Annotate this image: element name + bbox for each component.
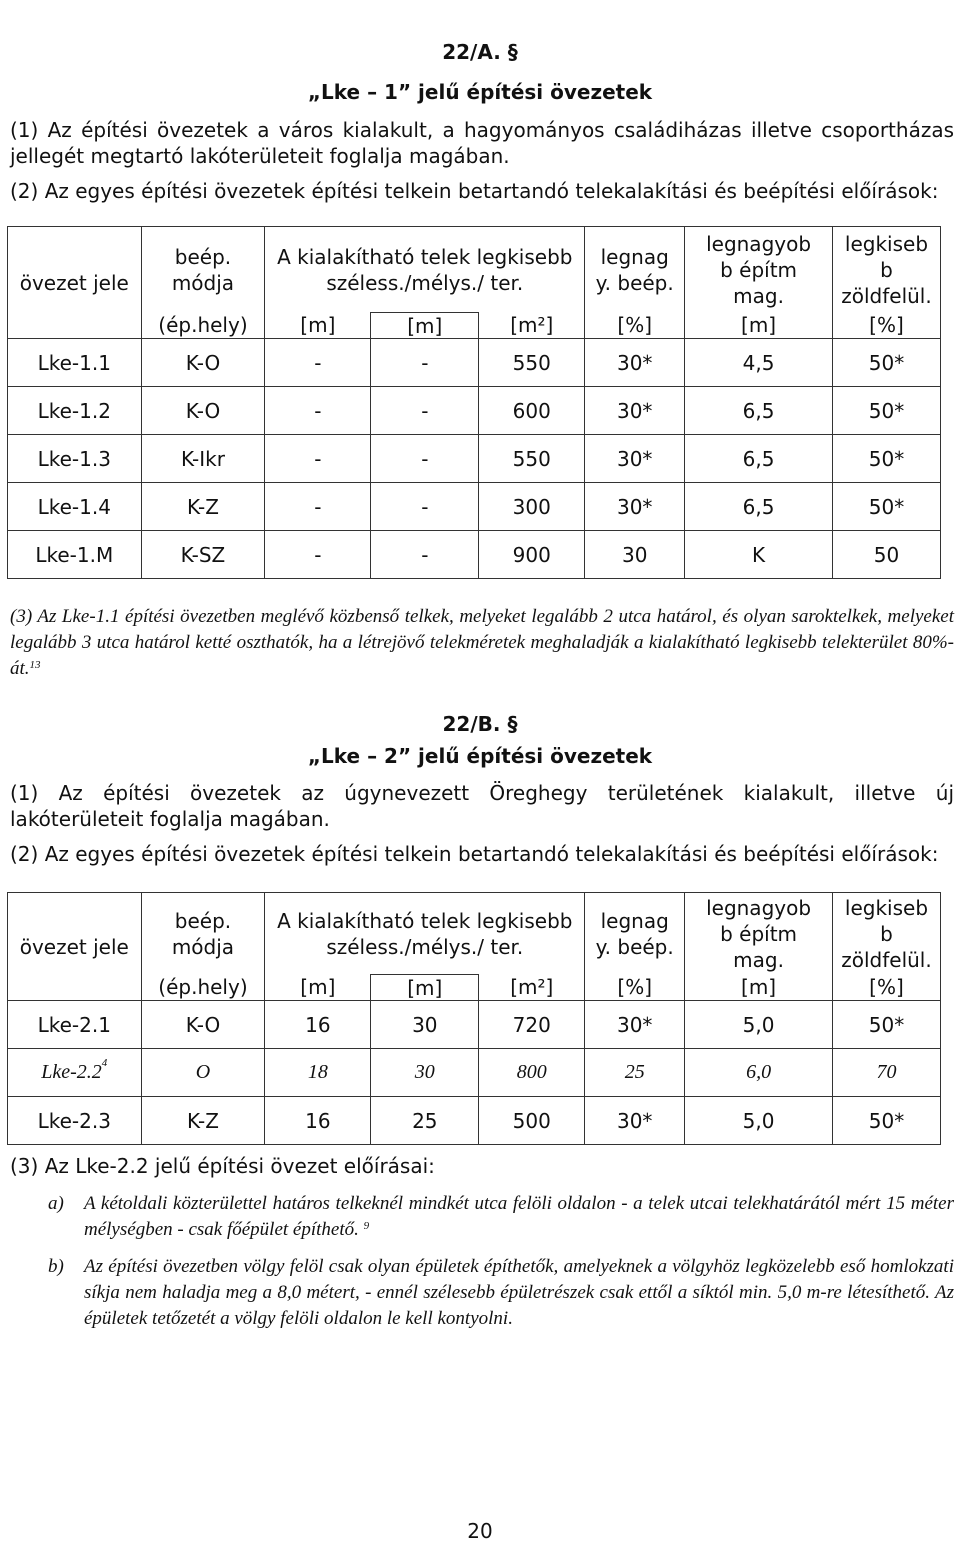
unit-coverage: [%]	[585, 313, 685, 339]
header-coverage: legnag y. beép.	[585, 227, 685, 313]
cell-depth: -	[371, 387, 479, 435]
table-row	[8, 387, 941, 435]
unit-width: [m]	[265, 313, 371, 339]
cell-coverage: 30	[585, 531, 685, 579]
cell-width: -	[265, 531, 371, 579]
cell-depth: 30	[371, 1001, 479, 1049]
cell-width: -	[265, 435, 371, 483]
cell-area: 600	[479, 387, 585, 435]
footnote-ref: 9	[363, 1220, 370, 1232]
cell-mode: K-O	[141, 1001, 265, 1049]
unit-depth: [m]	[371, 975, 479, 1001]
section-a-subtitle: „Lke – 1” jelű építési övezetek	[307, 80, 653, 104]
header-green: legkiseb b zöldfelül.	[832, 227, 940, 313]
unit-coverage: [%]	[585, 975, 685, 1001]
cell-height: 5,0	[685, 1001, 833, 1049]
table-row	[8, 1097, 941, 1145]
cell-zone: Lke-2.3	[8, 1097, 142, 1145]
unit-depth: [m]	[371, 313, 479, 339]
cell-area: 550	[479, 339, 585, 387]
cell-area: 720	[479, 1001, 585, 1049]
header-plot: A kialakítható telek legkisebb széless./mélys./ ter.	[265, 893, 585, 975]
cell-area: 300	[479, 483, 585, 531]
header-mode: beép. módja	[141, 893, 265, 975]
zoning-table-lke1	[7, 226, 941, 579]
cell-depth: -	[371, 531, 479, 579]
unit-width: [m]	[265, 975, 371, 1001]
list-item: A kétoldali közterülettel határos telkeknél mindkét utca felöli oldalon - a telek utcai telekhatárától mért 15 méter mélységben - csak főépület építhető. $^9$	[84, 1193, 954, 1240]
table-row	[8, 339, 941, 387]
cell-mode: K-O	[141, 339, 265, 387]
cell-depth: 30	[371, 1049, 479, 1097]
header-coverage: legnag y. beép.	[585, 893, 685, 975]
table-row	[8, 1049, 941, 1097]
header-green: legkiseb b zöldfelül.	[832, 893, 940, 975]
cell-green: 50*	[832, 339, 940, 387]
cell-coverage: 30*	[585, 1001, 685, 1049]
list-item-label: a)	[48, 1193, 64, 1214]
cell-green: 50*	[832, 435, 940, 483]
page-number: 20	[467, 1519, 493, 1543]
cell-green: 50*	[832, 387, 940, 435]
cell-zone: Lke-2.1	[8, 1001, 142, 1049]
cell-coverage: 30*	[585, 483, 685, 531]
unit-height: [m]	[685, 313, 833, 339]
zoning-table-lke2	[7, 892, 941, 1145]
unit-mode: (ép.hely)	[141, 313, 265, 339]
header-zone: övezet jele	[8, 227, 142, 339]
list-item: Az építési övezetben völgy felöl csak olyan épületek építhetők, amelyeknek a völgyhöz legközelebb eső homlokzati síkja nem haladja meg a 8,0 métert, - ennél szélesebb épületrészek csak ettől a síktól min. 5,0 m-re létesíthető. Az épületek tetőzetét a völgy felöli oldalon le kell kontyolni.	[84, 1256, 954, 1329]
cell-area: 800	[479, 1049, 585, 1097]
cell-width: 18	[265, 1049, 371, 1097]
cell-mode: K-Z	[141, 483, 265, 531]
cell-zone: Lke-1.M	[8, 531, 142, 579]
section-a-title: 22/A. §	[442, 40, 518, 64]
cell-width: -	[265, 387, 371, 435]
cell-zone: Lke-$2.2^4$	[8, 1049, 142, 1097]
cell-height: 6,0	[685, 1049, 833, 1097]
cell-depth: 25	[371, 1097, 479, 1145]
cell-coverage: 30*	[585, 387, 685, 435]
section-b-paragraph-1: (1) Az építési övezetek az úgynevezett Öreghegy területének kialakult, illetve új lakóterületeit foglalja magában.	[10, 781, 954, 831]
header-zone: övezet jele	[8, 893, 142, 1001]
table-unit-row	[8, 975, 941, 1001]
cell-coverage: 25	[585, 1049, 685, 1097]
cell-height: K	[685, 531, 833, 579]
cell-height: 5,0	[685, 1097, 833, 1145]
footnote-ref: 4	[101, 1057, 108, 1069]
cell-zone: Lke-1.3	[8, 435, 142, 483]
section-a-paragraph-1: (1) Az építési övezetek a város kialakult, a hagyományos családiházas illetve csoportházas jellegét megtartó lakóterületeit foglalja magában.	[10, 118, 954, 168]
table-header-row	[8, 893, 941, 975]
table-unit-row	[8, 313, 941, 339]
unit-mode: (ép.hely)	[141, 975, 265, 1001]
list-item-label: b)	[48, 1256, 64, 1277]
unit-area: [m²]	[479, 313, 585, 339]
cell-mode: K-Ikr	[141, 435, 265, 483]
section-a-paragraph-3: (3) Az Lke-1.1 építési övezetben meglévő közbenső telkek, melyeket legalább 2 utca határol, és olyan saroktelkek, melyeket legalább 3 utca határol ketté oszthatók, ha a létrejövő telekméretek meghaladják a kialakítható legkisebb telekterület 80%-át.$^{13}$	[10, 606, 954, 679]
cell-depth: -	[371, 483, 479, 531]
cell-mode: K-O	[141, 387, 265, 435]
cell-width: -	[265, 339, 371, 387]
cell-mode: K-Z	[141, 1097, 265, 1145]
unit-green: [%]	[832, 313, 940, 339]
cell-depth: -	[371, 435, 479, 483]
section-b-subtitle: „Lke – 2” jelű építési övezetek	[307, 744, 653, 768]
table-row	[8, 531, 941, 579]
cell-area: 500	[479, 1097, 585, 1145]
cell-coverage: 30*	[585, 1097, 685, 1145]
unit-area: [m²]	[479, 975, 585, 1001]
section-a-paragraph-2: (2) Az egyes építési övezetek építési telkein betartandó telekalakítási és beépítési előírások:	[10, 179, 939, 203]
header-height: legnagyob b építm mag.	[685, 893, 833, 975]
cell-green: 70	[832, 1049, 940, 1097]
table-row	[8, 483, 941, 531]
cell-width: -	[265, 483, 371, 531]
cell-zone: Lke-1.2	[8, 387, 142, 435]
cell-mode: O	[141, 1049, 265, 1097]
cell-width: 16	[265, 1001, 371, 1049]
cell-height: 6,5	[685, 483, 833, 531]
cell-width: 16	[265, 1097, 371, 1145]
cell-depth: -	[371, 339, 479, 387]
header-mode: beép. módja	[141, 227, 265, 313]
cell-height: 6,5	[685, 435, 833, 483]
table-row	[8, 435, 941, 483]
cell-coverage: 30*	[585, 435, 685, 483]
cell-area: 550	[479, 435, 585, 483]
section-b-paragraph-2: (2) Az egyes építési övezetek építési telkein betartandó telekalakítási és beépítési előírások:	[10, 842, 939, 866]
header-plot: A kialakítható telek legkisebb széless./mélys./ ter.	[265, 227, 585, 313]
table-row	[8, 1001, 941, 1049]
header-height: legnagyob b építm mag.	[685, 227, 833, 313]
cell-height: 4,5	[685, 339, 833, 387]
section-b-paragraph-3: (3) Az Lke-2.2 jelű építési övezet előírásai:	[10, 1154, 435, 1178]
cell-height: 6,5	[685, 387, 833, 435]
cell-area: 900	[479, 531, 585, 579]
cell-zone: Lke-1.4	[8, 483, 142, 531]
cell-green: 50*	[832, 1097, 940, 1145]
cell-zone: Lke-1.1	[8, 339, 142, 387]
unit-height: [m]	[685, 975, 833, 1001]
cell-green: 50	[832, 531, 940, 579]
footnote-ref: 13	[29, 659, 41, 671]
cell-green: 50*	[832, 483, 940, 531]
section-b-title: 22/B. §	[442, 712, 518, 736]
unit-green: [%]	[832, 975, 940, 1001]
cell-green: 50*	[832, 1001, 940, 1049]
table-header-row	[8, 227, 941, 313]
cell-mode: K-SZ	[141, 531, 265, 579]
cell-coverage: 30*	[585, 339, 685, 387]
